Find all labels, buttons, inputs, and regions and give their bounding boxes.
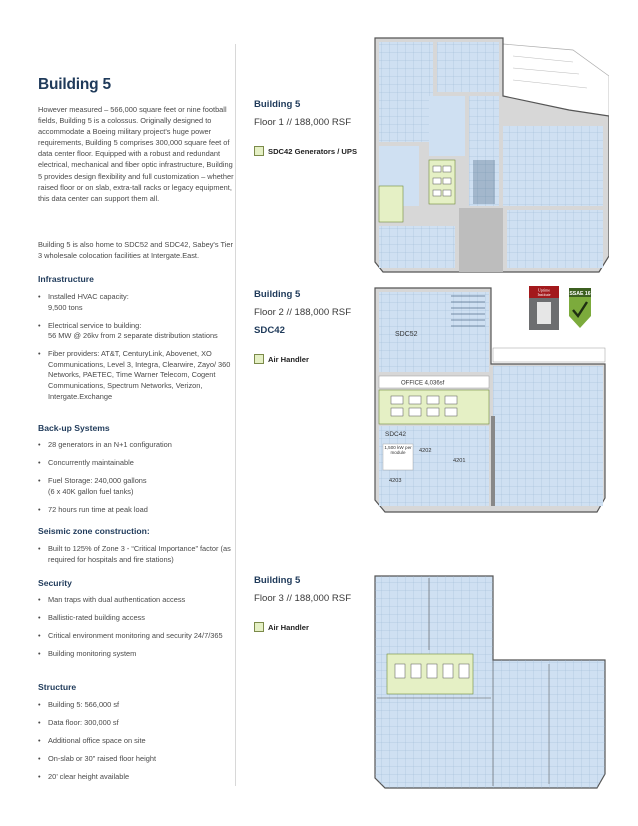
infrastructure-list [38, 292, 238, 410]
equipment-block [473, 160, 495, 204]
list-item: • Installed HVAC capacity: 9,500 tons [38, 292, 238, 313]
room-4202-label: 4202 [419, 448, 432, 454]
sdc52-label: SDC52 [395, 331, 418, 338]
floor-2-extra: SDC42 [254, 325, 285, 336]
room-grid [493, 366, 603, 506]
room-grid [379, 42, 433, 142]
floor-3-legend [254, 622, 351, 632]
room-grid [437, 42, 499, 92]
structure-list [38, 700, 238, 790]
room-4201-label: 4201 [453, 458, 466, 464]
legend-swatch [254, 622, 264, 632]
corridor [493, 348, 605, 362]
section-heading-security: Security [38, 578, 72, 588]
room-4203-label: 4203 [389, 478, 402, 484]
floor-1-title: Building 5 [254, 99, 301, 110]
legend-swatch [254, 146, 264, 156]
uptime-text-2: Institute [537, 292, 551, 297]
uptime-text-1: Uptime [538, 287, 550, 293]
list-item: • Ballistic-rated building access [38, 613, 238, 624]
list-item: • Fuel Storage: 240,000 gallons (6 x 40K gallon fuel tanks) [38, 476, 238, 497]
office-label: OFFICE 4,036sf [401, 380, 445, 387]
room-grid [379, 226, 455, 268]
floor-3-plan [373, 574, 609, 790]
intro-paragraph-2: Building 5 is also home to SDC52 and SDC42, Sabey's Tier 3 wholesale colocation facilities at Intergate.East. [38, 240, 233, 261]
floor-2-subtitle: Floor 2 // 188,000 RSF [254, 307, 352, 318]
floor-2-info [254, 286, 351, 364]
column-divider [235, 44, 236, 786]
section-heading-infrastructure: Infrastructure [38, 274, 94, 284]
list-item: • Man traps with dual authentication access [38, 595, 238, 606]
list-item: • Building 5: 566,000 sf [38, 700, 238, 711]
seismic-list [38, 544, 238, 573]
list-item: • 72 hours run time at peak load [38, 505, 238, 516]
partition-wall [491, 416, 495, 506]
floor-1-subtitle: Floor 1 // 188,000 RSF [254, 117, 352, 128]
list-item: • On-slab or 30” raised floor height [38, 754, 238, 765]
room-block [429, 96, 465, 156]
section-heading-seismic: Seismic zone construction: [38, 526, 150, 536]
security-list [38, 595, 238, 667]
floor-3-subtitle: Floor 3 // 188,000 RSF [254, 593, 352, 604]
list-item: • Built to 125% of Zone 3 - “Critical Importance” factor (as required for hospitals and fire stations) [38, 544, 238, 565]
page-title: Building 5 [38, 76, 111, 93]
floor-3-title: Building 5 [254, 575, 301, 586]
air-handler-area [379, 390, 489, 424]
list-item: • Electrical service to building: 56 MW @ 26kv from 2 separate distribution stations [38, 321, 238, 342]
room-grid [503, 126, 603, 206]
floor-2-legend [254, 354, 351, 364]
intro-paragraph: However measured – 566,000 square feet or nine football fields, Building 5 is a colossus. Originally designed to accommodate a Boeing military project's huge power requirements, Building 5 comprises 300,000 square feet of data center floor. Equipped with a robust and redundant electrical, mechanical and fiber optic infrastructure, Building 5 provides design flexibility and full customization – whether raised floor or on slab, extra-tall racks or legacy equipment, this data center can support them all. [38, 105, 234, 203]
section-heading-backup: Back-up Systems [38, 423, 110, 433]
list-item: • 28 generators in an N+1 configuration [38, 440, 238, 451]
list-item: • Data floor: 300,000 sf [38, 718, 238, 729]
list-item: • 20’ clear height available [38, 772, 238, 783]
floor-2-plan [373, 286, 609, 514]
floor-3-info [254, 572, 351, 632]
generator-area [379, 186, 403, 222]
legend-label: Air Handler [268, 354, 309, 364]
ssae-text: SSAE 16 [569, 291, 591, 297]
power-label: 1,500 kW per module [384, 445, 412, 456]
core-area [459, 208, 503, 272]
floor-1-info [254, 96, 357, 156]
list-item: • Critical environment monitoring and security 24/7/365 [38, 631, 238, 642]
section-heading-structure: Structure [38, 682, 77, 692]
list-item: • Building monitoring system [38, 649, 238, 660]
floor-1-legend [254, 146, 357, 156]
legend-swatch [254, 354, 264, 364]
floor-1-plan [373, 36, 609, 274]
list-item: • Fiber providers: AT&T, CenturyLink, Abovenet, XO Communications, Level 3, Integra, Clearwire, Zayo/ 360 Networks, PAETEC, Time Warner Telecom, Cogent Communications, Spectrum Networks, Verizon, Intergate.Exchange [38, 349, 238, 402]
backup-list [38, 440, 238, 523]
floor-2-title: Building 5 [254, 289, 301, 300]
room-grid [507, 210, 603, 268]
sdc42-label: SDC42 [385, 431, 406, 438]
power-label-box [383, 445, 413, 469]
list-item: • Additional office space on site [38, 736, 238, 747]
legend-label: SDC42 Generators / UPS [268, 146, 358, 156]
list-item: • Concurrently maintainable [38, 458, 238, 469]
legend-label: Air Handler [268, 622, 309, 632]
